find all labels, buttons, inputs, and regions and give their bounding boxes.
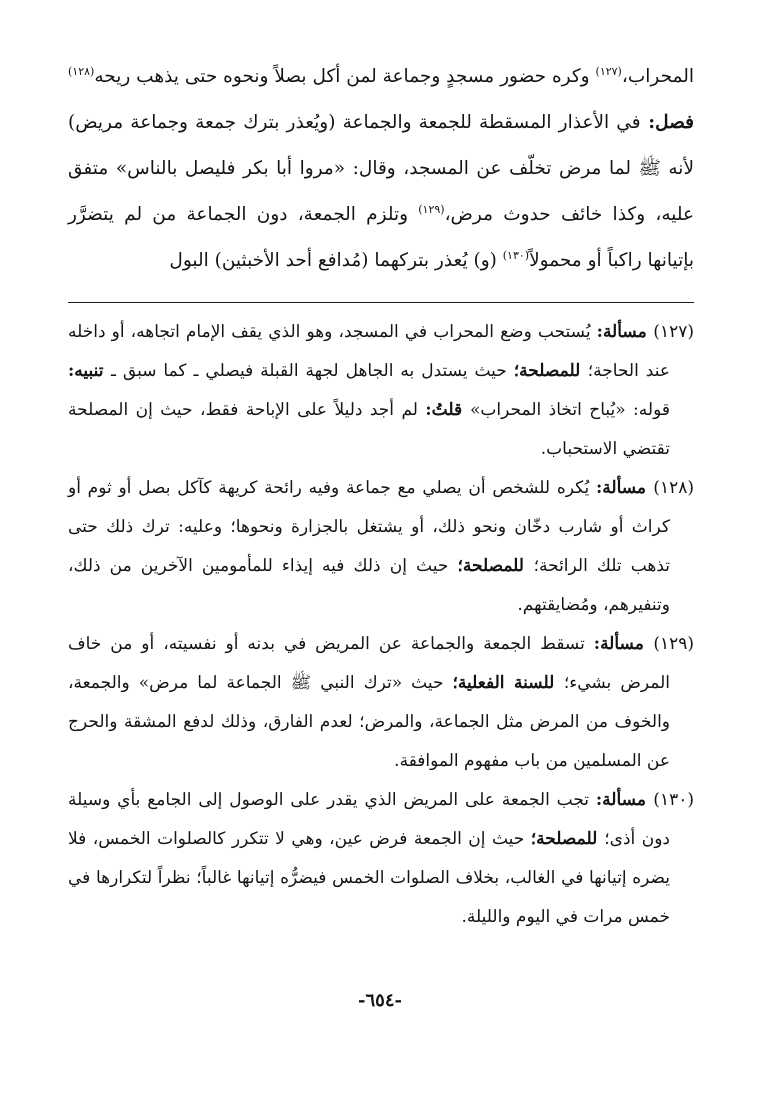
main-text-segment: المحراب، — [621, 66, 694, 87]
footnote-number: (١٣٠) — [653, 790, 694, 810]
footnote-text: لم أجد دليلاً على الإباحة فقط، حيث إن المصلحة تقتضي الاستحباب. — [68, 400, 670, 459]
main-text-segment: (و) يُعذر بتركهما (مُدافع أحد الأخبثين) البول — [169, 250, 503, 271]
footnote-text: تجب الجمعة على المريض الذي يقدر على الوصول إلى الجامع بأي وسيلة دون أذى؛ — [68, 790, 670, 849]
footnote-text: حيث إن الجمعة فرض عين، وهي لا تتكرر كالصلوات الخمس، فلا يضره إتيانها في الغالب، بخلاف الصلوات الخمس فيضرُّه إتيانها غالباً؛ نظراً لتكرارها في خمس مرات في اليوم والليلة. — [68, 829, 670, 927]
main-text-segment: وتلزم الجمعة، دون الجماعة من لم يتضرَّر بإتيانها راكباً أو محمولاً — [68, 204, 694, 271]
footnote-130 — [68, 781, 694, 937]
section-heading-fasl: فصل: — [640, 112, 694, 133]
footnote-keyword: قلتُ: — [425, 400, 471, 420]
footnote-keyword: تنبيه: — [68, 361, 111, 381]
footnote-127 — [68, 313, 694, 469]
footnote-text: حيث «ترك النبي ﷺ الجماعة لما مرض» والجمعة، والخوف من المرض مثل الجماعة، والمرض؛ لعدم الفارق، وذلك لدفع المشقة والحرج عن المسلمين من باب مفهوم الموافقة. — [68, 673, 670, 771]
footnote-separator — [68, 302, 694, 303]
main-text-segment: في الأعذار المسقطة للجمعة والجماعة (ويُعذر بترك جمعة وجماعة مريض) لأنه ﷺ لما مرض تخلّف عن المسجد، وقال: «مروا أبا بكر فليصل بالناس» متفق عليه، وكذا خائف حدوث مرض، — [68, 112, 694, 225]
footnote-ref-129[interactable]: (١٢٩) — [418, 202, 445, 216]
footnote-ref-130[interactable]: (١٣٠) — [502, 248, 530, 262]
footnote-label: مسألة: — [596, 322, 654, 342]
page-content — [68, 54, 694, 1098]
footnote-keyword: للسنة الفعلية؛ — [452, 673, 564, 693]
footnote-128 — [68, 469, 694, 625]
footnote-label: مسألة: — [596, 478, 654, 498]
footnote-129 — [68, 625, 694, 781]
footnote-label: مسألة: — [593, 634, 654, 654]
footnote-label: مسألة: — [595, 790, 654, 810]
footnote-text: قوله: «يُباح اتخاذ المحراب» — [470, 400, 670, 420]
footnote-keyword: للمصلحة؛ — [457, 556, 534, 576]
main-text-segment: وكره حضور مسجدٍ وجماعة لمن أكل بصلاً ونحوه حتى يذهب ريحه — [94, 66, 596, 87]
footnote-keyword: للمصلحة؛ — [530, 829, 605, 849]
footnote-text: حيث إن ذلك فيه إيذاء للمأمومين الآخرين من ذلك، وتنفيرهم، ومُضايقتهم. — [68, 556, 670, 615]
footnote-ref-127[interactable]: (١٢٧) — [595, 64, 622, 78]
footnote-ref-128[interactable]: (١٢٨) — [68, 64, 95, 78]
footnote-text: تسقط الجمعة والجماعة عن المريض في بدنه أو نفسيته، أو من خاف المرض بشيء؛ — [68, 634, 670, 693]
footnote-text: حيث يستدل به الجاهل لجهة القبلة فيصلي ـ كما سبق ـ — [110, 361, 514, 381]
page-number: -٦٥٤- — [358, 990, 402, 1011]
footnote-number: (١٢٩) — [653, 634, 694, 654]
footnotes-section — [68, 313, 694, 937]
footnote-text: يُكره للشخص أن يصلي مع جماعة وفيه رائحة كريهة كآكل بصل أو ثوم أو كراث أو شارب دخّان ونحو ذلك، أو يشتغل بالجزارة ونحوها؛ وعليه: ترك ذلك حتى تذهب تلك الرائحة؛ — [68, 478, 671, 576]
footnote-keyword: للمصلحة؛ — [513, 361, 588, 381]
footnote-number: (١٢٨) — [653, 478, 694, 498]
main-text — [68, 54, 694, 284]
footnote-number: (١٢٧) — [653, 322, 694, 342]
footnote-text: يُستحب وضع المحراب في المسجد، وهو الذي يقف الإمام اتجاهه، أو داخله عند الحاجة؛ — [68, 322, 670, 381]
